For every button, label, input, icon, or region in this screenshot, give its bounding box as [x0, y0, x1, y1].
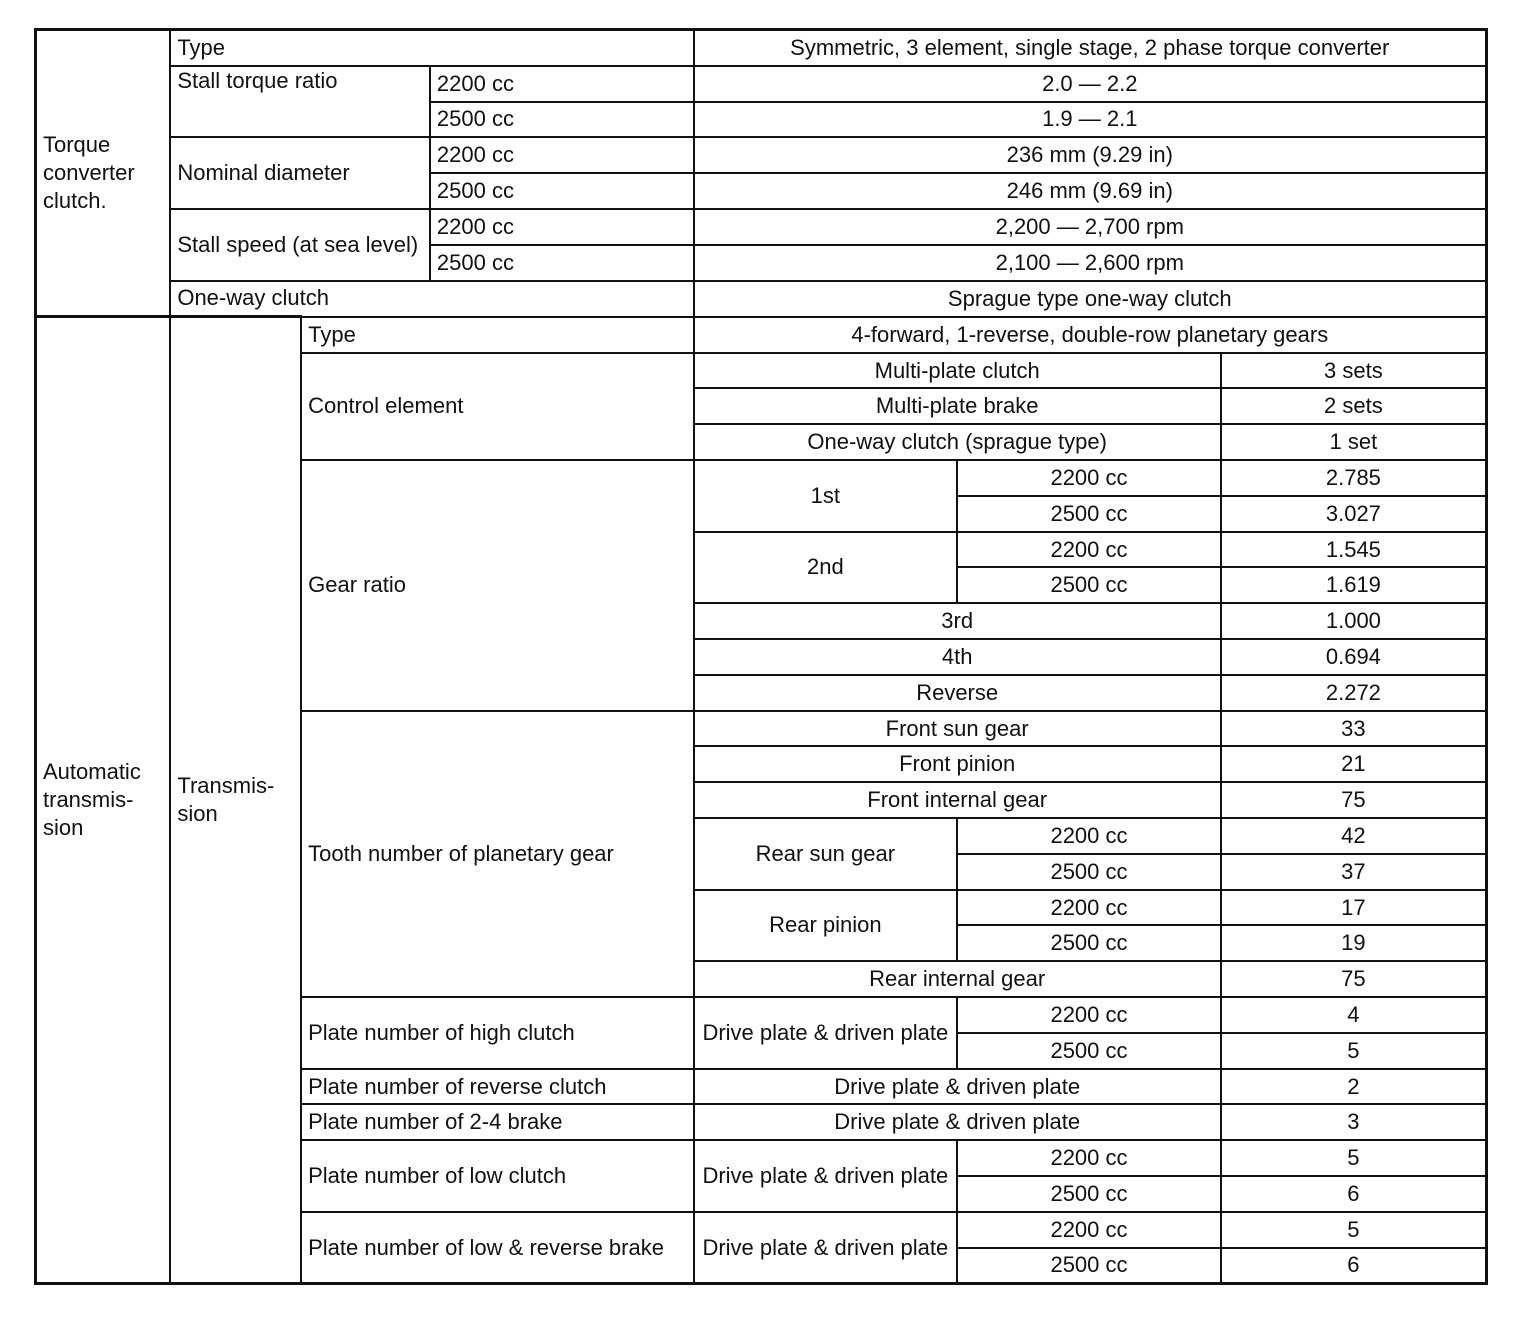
- reverse-clutch-label: Plate number of reverse clutch: [301, 1069, 693, 1105]
- stall-torque-ratio-2500: 1.9 — 2.1: [694, 102, 1487, 138]
- tc-type-label: Type: [170, 30, 693, 66]
- high-clutch-2200: 4: [1221, 997, 1487, 1033]
- nominal-diameter-label: Nominal diameter: [170, 137, 430, 209]
- engine-2200-label: 2200 cc: [430, 66, 694, 102]
- torque-converter-label: Torque converter clutch.: [36, 30, 171, 317]
- engine-2500-label: 2500 cc: [430, 102, 694, 138]
- stall-speed-2200: 2,200 — 2,700 rpm: [694, 209, 1487, 245]
- nominal-diameter-2500: 246 mm (9.69 in): [694, 173, 1487, 209]
- front-sun-gear-value: 33: [1221, 711, 1487, 747]
- low-clutch-label: Plate number of low clutch: [301, 1140, 693, 1212]
- brake-2-4-label: Plate number of 2-4 brake: [301, 1104, 693, 1140]
- gear-2nd-2500: 1.619: [1221, 567, 1487, 603]
- rear-internal-gear-label: Rear internal gear: [694, 961, 1221, 997]
- engine-2200-label: 2200 cc: [957, 818, 1221, 854]
- gear-4th-value: 0.694: [1221, 639, 1487, 675]
- high-clutch-plate-type: Drive plate & driven plate: [694, 997, 958, 1069]
- high-clutch-label: Plate number of high clutch: [301, 997, 693, 1069]
- high-clutch-2500: 5: [1221, 1033, 1487, 1069]
- rear-sun-gear-label: Rear sun gear: [694, 818, 958, 890]
- at-type-label: Type: [301, 317, 693, 353]
- gear-4th-label: 4th: [694, 639, 1221, 675]
- stall-speed-label: Stall speed (at sea level): [170, 209, 430, 281]
- rear-pinion-label: Rear pinion: [694, 890, 958, 962]
- control-element-label: Control element: [301, 353, 693, 460]
- one-way-clutch-value: 1 set: [1221, 424, 1487, 460]
- table-row: [36, 209, 1487, 245]
- low-clutch-2500: 6: [1221, 1176, 1487, 1212]
- front-pinion-value: 21: [1221, 746, 1487, 782]
- engine-2500-label: 2500 cc: [957, 496, 1221, 532]
- gear-2nd-label: 2nd: [694, 532, 958, 604]
- low-clutch-2200: 5: [1221, 1140, 1487, 1176]
- engine-2500-label: 2500 cc: [957, 567, 1221, 603]
- low-reverse-brake-plate-type: Drive plate & driven plate: [694, 1212, 958, 1284]
- engine-2500-label: 2500 cc: [957, 1248, 1221, 1284]
- gear-1st-2200: 2.785: [1221, 460, 1487, 496]
- gear-3rd-value: 1.000: [1221, 603, 1487, 639]
- front-pinion-label: Front pinion: [694, 746, 1221, 782]
- gear-reverse-value: 2.272: [1221, 675, 1487, 711]
- table-row: [36, 281, 1487, 317]
- tc-type-value: Symmetric, 3 element, single stage, 2 phase torque converter: [694, 30, 1487, 66]
- multi-plate-clutch-value: 3 sets: [1221, 353, 1487, 389]
- engine-2500-label: 2500 cc: [430, 173, 694, 209]
- stall-torque-ratio-label: Stall torque ratio: [170, 66, 430, 138]
- automatic-transmission-label: Automatic transmis-sion: [36, 317, 171, 1284]
- stall-torque-ratio-2200: 2.0 — 2.2: [694, 66, 1487, 102]
- gear-1st-2500: 3.027: [1221, 496, 1487, 532]
- engine-2200-label: 2200 cc: [957, 997, 1221, 1033]
- engine-2500-label: 2500 cc: [957, 925, 1221, 961]
- brake-2-4-value: 3: [1221, 1104, 1487, 1140]
- gear-2nd-2200: 1.545: [1221, 532, 1487, 568]
- engine-2200-label: 2200 cc: [957, 1140, 1221, 1176]
- engine-2200-label: 2200 cc: [957, 890, 1221, 926]
- engine-2200-label: 2200 cc: [957, 532, 1221, 568]
- table-row: [36, 30, 1487, 66]
- tooth-number-label: Tooth number of planetary gear: [301, 711, 693, 997]
- gear-ratio-label: Gear ratio: [301, 460, 693, 711]
- stall-speed-2500: 2,100 — 2,600 rpm: [694, 245, 1487, 281]
- table-row: [36, 137, 1487, 173]
- engine-2500-label: 2500 cc: [430, 245, 694, 281]
- one-way-clutch-label: One-way clutch (sprague type): [694, 424, 1221, 460]
- engine-2200-label: 2200 cc: [957, 1212, 1221, 1248]
- gear-3rd-label: 3rd: [694, 603, 1221, 639]
- rear-pinion-2500: 19: [1221, 925, 1487, 961]
- front-internal-gear-value: 75: [1221, 782, 1487, 818]
- multi-plate-brake-value: 2 sets: [1221, 388, 1487, 424]
- gear-1st-label: 1st: [694, 460, 958, 532]
- tc-one-way-clutch-value: Sprague type one-way clutch: [694, 281, 1487, 317]
- engine-2500-label: 2500 cc: [957, 1176, 1221, 1212]
- rear-internal-gear-value: 75: [1221, 961, 1487, 997]
- engine-2200-label: 2200 cc: [430, 209, 694, 245]
- table-row: [36, 317, 1487, 353]
- low-reverse-brake-2200: 5: [1221, 1212, 1487, 1248]
- engine-2200-label: 2200 cc: [957, 460, 1221, 496]
- gear-reverse-label: Reverse: [694, 675, 1221, 711]
- tc-one-way-clutch-label: One-way clutch: [170, 281, 693, 317]
- rear-sun-gear-2500: 37: [1221, 854, 1487, 890]
- at-type-value: 4-forward, 1-reverse, double-row planetary gears: [694, 317, 1487, 353]
- reverse-clutch-plate-type: Drive plate & driven plate: [694, 1069, 1221, 1105]
- rear-pinion-2200: 17: [1221, 890, 1487, 926]
- engine-2500-label: 2500 cc: [957, 1033, 1221, 1069]
- low-reverse-brake-2500: 6: [1221, 1248, 1487, 1284]
- nominal-diameter-2200: 236 mm (9.29 in): [694, 137, 1487, 173]
- front-sun-gear-label: Front sun gear: [694, 711, 1221, 747]
- reverse-clutch-value: 2: [1221, 1069, 1487, 1105]
- multi-plate-clutch-label: Multi-plate clutch: [694, 353, 1221, 389]
- engine-2500-label: 2500 cc: [957, 854, 1221, 890]
- multi-plate-brake-label: Multi-plate brake: [694, 388, 1221, 424]
- front-internal-gear-label: Front internal gear: [694, 782, 1221, 818]
- low-reverse-brake-label: Plate number of low & reverse brake: [301, 1212, 693, 1284]
- transmission-label: Transmis-sion: [170, 317, 301, 1284]
- table-row: [36, 66, 1487, 102]
- brake-2-4-plate-type: Drive plate & driven plate: [694, 1104, 1221, 1140]
- rear-sun-gear-2200: 42: [1221, 818, 1487, 854]
- spec-table: [34, 28, 1488, 1285]
- low-clutch-plate-type: Drive plate & driven plate: [694, 1140, 958, 1212]
- engine-2200-label: 2200 cc: [430, 137, 694, 173]
